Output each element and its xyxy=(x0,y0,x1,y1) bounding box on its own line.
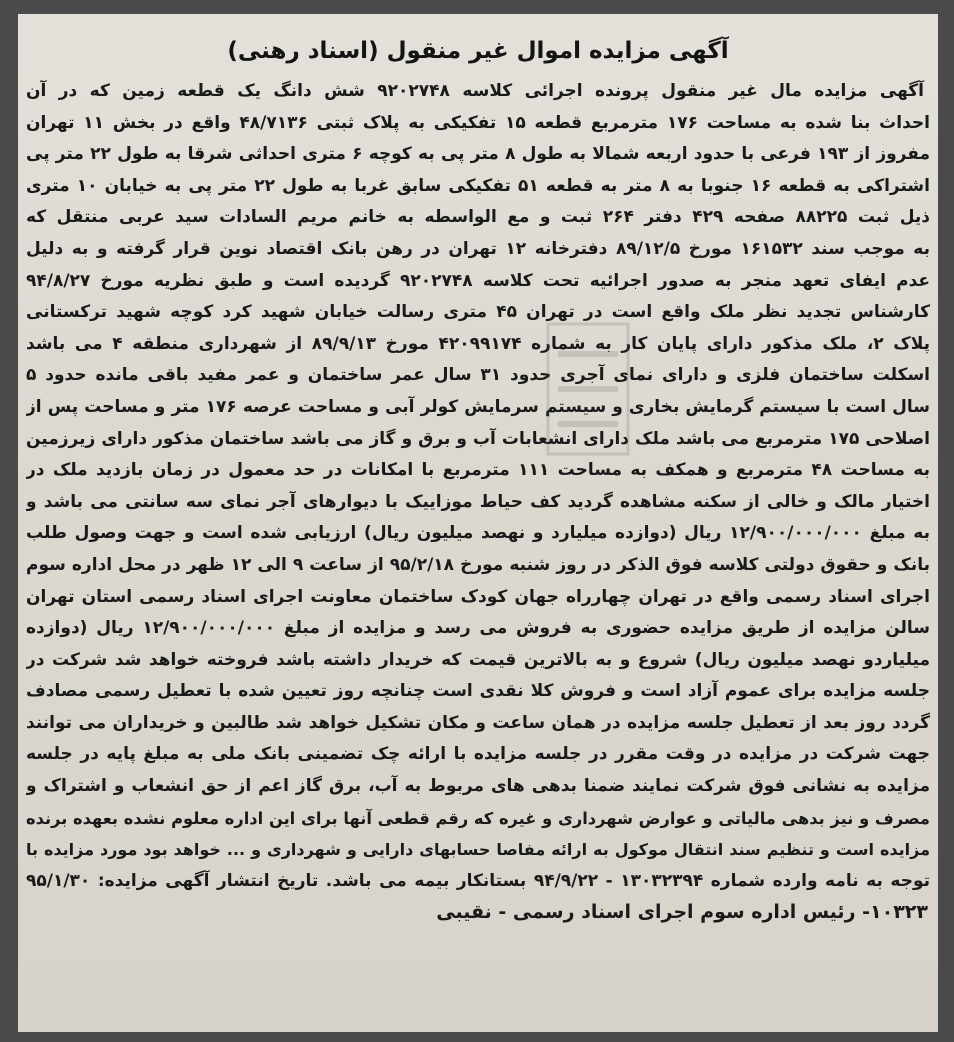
notice-line: آگهی مزایده مال غیر منقول پرونده اجرائی کلاسه ۹۲۰۲۷۴۸ شش دانگ یک قطعه زمین که در آن xyxy=(26,81,924,101)
notice-line: بانک و حقوق دولتی کلاسه فوق الذکر در روز شنبه مورخ ۹۵/۲/۱۸ از ساعت ۹ الی ۱۲ ظهر در محل اداره سوم xyxy=(26,554,930,575)
notice-line: به مساحت ۴۸ مترمربع و همکف به مساحت ۱۱۱ مترمربع با امکانات در حد معمول در زمان بازدید ملک در xyxy=(26,460,930,481)
notice-title: آگهی مزایده اموال غیر منقول (اسناد رهنی) xyxy=(227,38,729,64)
notice-line: پلاک ۲، ملک مذکور دارای پایان کار به شماره ۴۲۰۹۹۱۷۴ مورخ ۸۹/۹/۱۳ از شهرداری منطقه ۴ می باشد xyxy=(26,333,930,354)
notice-line: توجه به نامه وارده شماره ۱۳۰۳۲۳۹۴ - ۹۴/۹/۲۲ بستانکار بیمه می باشد. تاریخ انتشار آگهی مزایده: ۹۵/۱/۳۰ xyxy=(26,870,930,891)
notice-line: سال است با سیستم گرمایش بخاری و سیستم سرمایش کولر آبی و مساحت عرصه ۱۷۶ متر و مساحت پس از xyxy=(26,396,930,417)
notice-line: مصرف و نیز بدهی مالیاتی و عوارض شهرداری و غیره که رقم قطعی آنها برای این اداره معلوم نشده بعهده برنده xyxy=(26,808,930,828)
notice-line: جلسه مزایده برای عموم آزاد است و فروش کلا نقدی است چنانچه روز تعیین شده با تعطیل رسمی مصادف xyxy=(26,681,930,702)
notice-line: کارشناس تجدید نظر ملک واقع است در تهران ۴۵ متری رسالت خیابان شهید کرد کوچه شهید ترکستانی xyxy=(26,302,930,323)
notice-line: به مبلغ ۱۲/۹۰۰/۰۰۰/۰۰۰ ریال (دوازده میلیارد و نهصد میلیون ریال) ارزیابی شده است و جهت وصول طلب xyxy=(26,523,930,544)
notice-line: اسکلت ساختمان فلزی و دارای نمای آجری حدود ۳۱ سال عمر ساختمان و عمر مفید باقی مانده حدود ۵ xyxy=(26,365,930,386)
notice-line: اختیار مالک و خالی از سکنه مشاهده گردید کف حیاط موزاییک با دیوارهای آجر نمای سه سانتی می باشد و xyxy=(26,491,930,512)
notice-body xyxy=(26,76,930,929)
notice-line: ذیل ثبت ۸۸۲۲۵ صفحه ۴۲۹ دفتر ۲۶۴ ثبت و مع الواسطه به خانم مریم السادات سید عربی منتقل که xyxy=(26,207,930,228)
notice-line: گردد روز بعد از تعطیل جلسه مزایده در همان ساعت و مکان تشکیل خواهد شد طالبین و خریداران می توانند xyxy=(26,712,930,733)
notice-line: مزایده به نشانی فوق شرکت نمایند ضمنا بدهی های مربوط به آب، برق گاز اعم از حق انشعاب و اشتراک و xyxy=(26,776,930,797)
newspaper-clipping xyxy=(18,14,938,1032)
notice-line: عدم ایفای تعهد منجر به صدور اجرائیه تحت کلاسه ۹۲۰۲۷۴۸ گردیده است و طبق نظریه مورخ ۹۴/۸/۲۷ xyxy=(26,270,930,291)
notice-line: اجرای اسناد رسمی واقع در تهران چهارراه جهان کودک ساختمان معاونت اجرای اسناد رسمی استان تهران xyxy=(26,586,930,607)
notice-line: مفروز از ۱۹۳ فرعی با حدود اربعه شمالا به طول ۸ متر پی به کوچه ۶ متری احداثی شرقا به طول ۲۲ متر پی xyxy=(26,144,930,165)
notice-line: جهت شرکت در مزایده در وقت مقرر در جلسه مزایده با ارائه چک تضمینی بانک ملی به مبلغ پایه در جلسه xyxy=(26,744,930,765)
notice-line: سالن مزایده از طریق مزایده حضوری به فروش می رسد و مزایده از مبلغ ۱۲/۹۰۰/۰۰۰/۰۰۰ ریال (دوازده xyxy=(26,618,930,639)
notice-signature: ۱۰۳۲۳- رئیس اداره سوم اجرای اسناد رسمی - نقیبی xyxy=(436,901,928,924)
notice-line: مزایده است و تنظیم سند انتقال موکول به ارائه مفاصا حسابهای دارایی و شهرداری و ... خواهد بود مورد مزایده با xyxy=(26,840,930,860)
notice-line: اشتراکی به قطعه ۱۶ جنوبا به ۸ متر به قطعه ۵۱ تفکیکی سابق غربا به طول ۲۲ متر پی به خیابان ۱۰ متری xyxy=(26,175,930,196)
notice-line: اصلاحی ۱۷۵ مترمربع می باشد ملک دارای انشعابات آب و برق و گاز می باشد ساختمان مذکور دارای زیرزمین xyxy=(26,428,930,449)
notice-line: به موجب سند ۱۶۱۵۳۲ مورخ ۸۹/۱۲/۵ دفترخانه ۱۲ تهران در رهن بانک اقتصاد نوین قرار گرفته و به دلیل xyxy=(26,238,930,259)
notice-line: احداث بنا شده به مساحت ۱۷۶ مترمربع قطعه ۱۵ تفکیکی به پلاک ثبتی ۴۸/۷۱۳۶ واقع در بخش ۱۱ تهران xyxy=(26,112,930,133)
notice-line: میلیاردو نهصد میلیون ریال) شروع و به بالاترین قیمت که خریدار داشته باشد فروخته خواهد شد شرکت در xyxy=(26,649,930,670)
